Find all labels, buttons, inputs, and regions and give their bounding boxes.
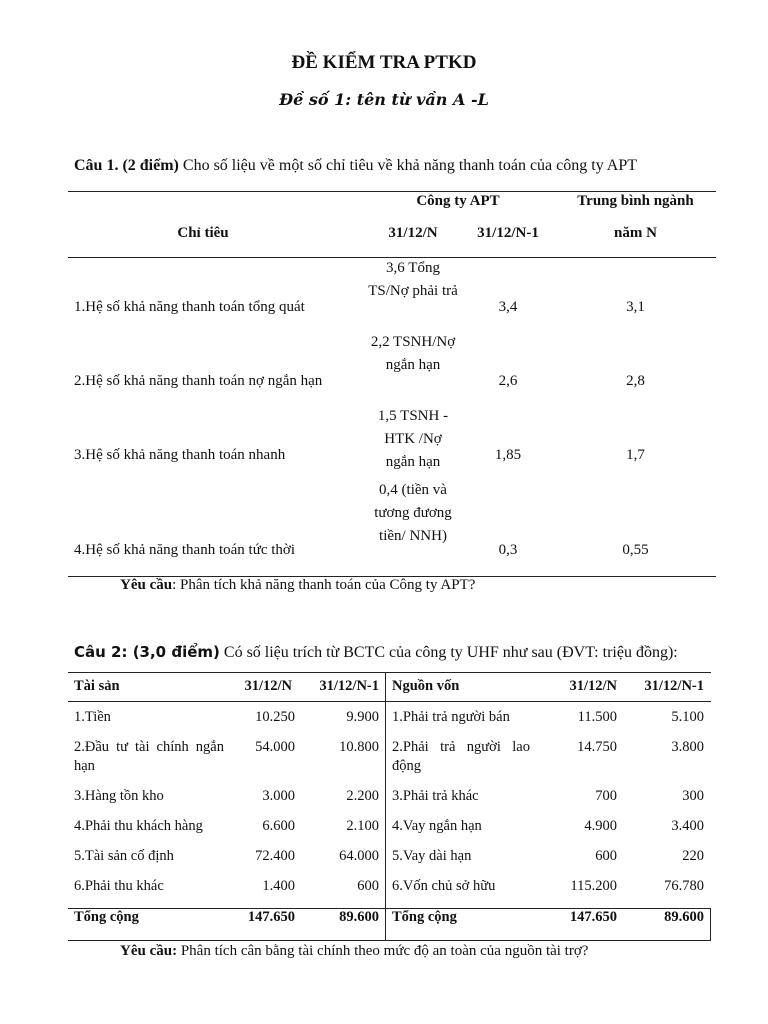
question-1-requirement xyxy=(120,577,475,594)
table-row-name: 3.Hệ số khả năng thanh toán nhanh xyxy=(74,447,286,463)
table-row-value-avg: 1,7 xyxy=(626,447,645,463)
asset-value-n: 1.400 xyxy=(262,878,295,894)
question-2-requirement xyxy=(120,943,588,960)
page-title: ĐỀ KIỂM TRA PTKD xyxy=(291,52,477,73)
asset-name: 4.Phải thu khách hàng xyxy=(74,818,203,834)
company-header: Công ty APT xyxy=(416,193,500,209)
asset-name: 2.Đầu tư tài chính ngắn hạn xyxy=(74,739,224,774)
asset-value-n: 10.250 xyxy=(255,709,295,725)
table-rule-bottom xyxy=(68,940,711,941)
table-row-name: 1.Hệ số khả năng thanh toán tổng quát xyxy=(74,299,305,315)
table-row-value-n: 1,5 TSNH - HTK /Nợ ngắn hạn xyxy=(377,408,449,470)
asset-value-n: 72.400 xyxy=(255,848,295,864)
asset-value-n: 3.000 xyxy=(262,788,295,804)
col-header-n1: 31/12/N-1 xyxy=(477,225,539,241)
asset-value-n1: 64.000 xyxy=(339,848,379,864)
requirement-label: Yêu cầu xyxy=(120,577,173,593)
table-row-value-avg: 2,8 xyxy=(626,373,645,389)
assets-total-label: Tổng cộng xyxy=(74,909,139,925)
source-name: 2.Phải trả người lao động xyxy=(392,739,530,774)
table-rule-top xyxy=(68,672,711,673)
table-row-value-avg: 3,1 xyxy=(626,299,645,315)
sources-col-n: 31/12/N xyxy=(569,678,617,694)
source-value-n: 11.500 xyxy=(577,709,617,725)
table-row-name: 2.Hệ số khả năng thanh toán nợ ngắn hạn xyxy=(74,373,323,389)
question-1-label: Câu 1. (2 điểm) xyxy=(74,157,179,174)
table-row-value-n: 2,2 TSNH/Nợ ngắn hạn xyxy=(370,334,456,373)
asset-name: 6.Phải thu khác xyxy=(74,878,164,894)
source-name: 3.Phải trả khác xyxy=(392,788,479,804)
source-value-n: 14.750 xyxy=(577,739,617,755)
table-rule-top xyxy=(68,191,716,192)
table-rule-header xyxy=(68,701,711,702)
asset-value-n1: 2.200 xyxy=(346,788,379,804)
table-row-name: 4.Hệ số khả năng thanh toán tức thời xyxy=(74,542,296,558)
question-1-prompt xyxy=(74,157,637,175)
table-right-border xyxy=(710,908,711,940)
source-value-n: 115.200 xyxy=(570,878,617,894)
source-value-n1: 300 xyxy=(682,788,704,804)
table-row-value-n1: 1,85 xyxy=(494,447,522,463)
asset-name: 1.Tiền xyxy=(74,709,111,725)
sources-total-n: 147.650 xyxy=(569,909,617,925)
question-2-text: Có số liệu trích từ BCTC của công ty UHF như sau (ĐVT: triệu đồng): xyxy=(219,644,678,661)
balance-sheet-table xyxy=(68,672,711,942)
assets-total-n: 147.650 xyxy=(247,909,295,925)
source-name: 5.Vay dài hạn xyxy=(392,848,472,864)
table-row-value-n1: 2,6 xyxy=(498,373,518,389)
question-2-prompt xyxy=(74,643,678,662)
source-value-n1: 76.780 xyxy=(664,878,704,894)
table-row-value-avg: 0,55 xyxy=(622,542,649,558)
page-subtitle: Đề số 1: tên từ vần A -L xyxy=(279,90,489,109)
source-value-n1: 3.800 xyxy=(671,739,704,755)
requirement-label: Yêu cầu: xyxy=(120,943,178,959)
assets-total-n1: 89.600 xyxy=(339,909,379,925)
asset-value-n1: 2.100 xyxy=(346,818,379,834)
asset-name: 3.Hàng tồn kho xyxy=(74,788,164,804)
indicator-header: Chỉ tiêu xyxy=(177,225,229,241)
table-row-value-n: 3,6 Tổng TS/Nợ phải trả xyxy=(368,260,458,299)
liquidity-table xyxy=(68,191,716,578)
table-row-value-n: 0,4 (tiền và tương đương tiền/ NNH) xyxy=(374,482,452,544)
sources-header: Nguồn vốn xyxy=(392,678,460,694)
asset-value-n1: 9.900 xyxy=(346,709,379,725)
asset-value-n1: 10.800 xyxy=(339,739,379,755)
source-value-n1: 220 xyxy=(682,848,704,864)
assets-col-n: 31/12/N xyxy=(244,678,292,694)
sources-col-n1: 31/12/N-1 xyxy=(644,678,704,694)
source-value-n: 600 xyxy=(595,848,617,864)
source-name: 4.Vay ngắn hạn xyxy=(392,818,482,834)
assets-col-n1: 31/12/N-1 xyxy=(319,678,379,694)
source-value-n1: 3.400 xyxy=(671,818,704,834)
source-name: 1.Phải trả người bán xyxy=(392,709,510,725)
asset-value-n: 6.600 xyxy=(262,818,295,834)
asset-value-n1: 600 xyxy=(357,878,379,894)
assets-header: Tài sản xyxy=(74,678,120,694)
sources-total-n1: 89.600 xyxy=(664,909,704,925)
asset-value-n: 54.000 xyxy=(255,739,295,755)
industry-header-year: năm N xyxy=(614,225,657,241)
question-2-label: Câu 2: (3,0 điểm) xyxy=(74,643,220,661)
question-1-text: Cho số liệu về một số chỉ tiêu về khả năng thanh toán của công ty APT xyxy=(178,157,638,174)
requirement-text: : Phân tích khả năng thanh toán của Công ty APT? xyxy=(172,577,476,593)
table-row-value-n1: 0,3 xyxy=(498,542,518,558)
table-row-value-n1: 3,4 xyxy=(498,299,518,315)
source-value-n: 4.900 xyxy=(584,818,617,834)
source-value-n: 700 xyxy=(595,788,617,804)
source-name: 6.Vốn chủ sở hữu xyxy=(392,878,496,894)
asset-name: 5.Tài sản cố định xyxy=(74,848,174,864)
table-divider xyxy=(385,672,386,940)
sources-total-label: Tổng cộng xyxy=(392,909,457,925)
col-header-n: 31/12/N xyxy=(388,225,438,241)
requirement-text: Phân tích cân bằng tài chính theo mức độ an toàn của nguồn tài trợ? xyxy=(177,943,589,959)
source-value-n1: 5.100 xyxy=(671,709,704,725)
industry-header: Trung bình ngành xyxy=(577,193,694,209)
